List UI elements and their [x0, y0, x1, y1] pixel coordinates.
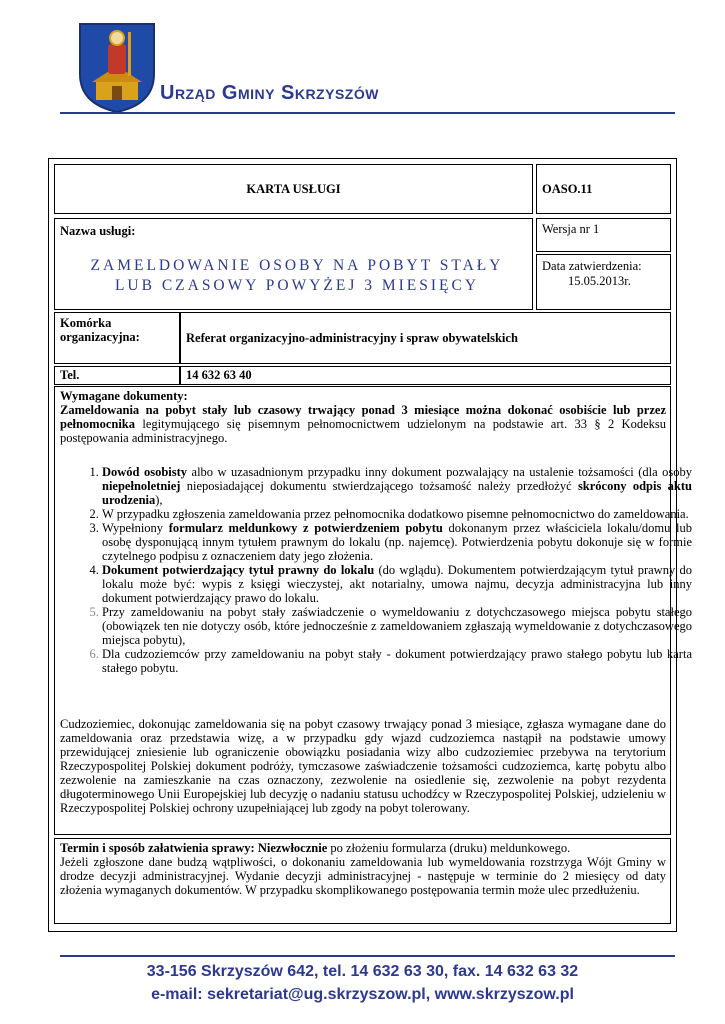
handling-text: Termin i sposób załatwienia sprawy: Niezwłocznie po złożeniu formularza (druku) meldunkowego. Jeżeli zgłoszone dane budzą wątpliwości, o dokonaniu zameldowania lub wymeldowania rozstrzyga Wójt Gminy w drodze decyzji administracyjnej. Wydanie decyzji administracyjnej - następuje w terminie do 2 miesięcy od daty złożenia wymaganych dokumentów. W przypadku skomplikowanego postępowania termin może ulec przedłużeniu. [60, 841, 666, 897]
unit-label: Komórka organizacyjna: [60, 316, 140, 344]
office-name: Urząd Gminy Skrzyszów [160, 82, 379, 104]
handling-body: Jeżeli zgłoszone dane budzą wątpliwości, o dokonaniu zameldowania lub wymeldowania rozstrzyga Wójt Gminy w drodze decyzji administracyjnej. Wydanie decyzji administracyjnej - następuje w terminie do 2 miesięcy od daty złożenia wymaganych dokumentów. W przypadku skomplikowanego postępowania termin może ulec przedłużeniu. [60, 855, 666, 897]
approval-date: 15.05.2013r. [568, 274, 631, 288]
service-label: Nazwa usługi: [60, 224, 136, 238]
tel-value-box [180, 366, 671, 385]
tel-label: Tel. [60, 368, 80, 382]
footer-divider [60, 955, 675, 957]
list-item: 6. Dla cudzoziemców przy zameldowaniu na pobyt stały - dokument potwierdzający prawo stałego pobytu lub karta stałego pobytu. [102, 647, 692, 675]
documents-heading: Wymagane dokumenty: [60, 389, 188, 403]
service-name-line2: LUB CZASOWY POWYŻEJ 3 MIESIĘCY [114, 277, 480, 294]
list-item: 2. W przypadku zgłoszenia zameldowania przez pełnomocnika dodatkowo pisemne pełnomocnictwo do zameldowania. [102, 507, 692, 521]
tel-value: 14 632 63 40 [186, 368, 252, 382]
approval-label: Data zatwierdzenia: [542, 259, 642, 273]
documents-intro: Zameldowania na pobyt stały lub czasowy trwający ponad 3 miesiące można dokonać osobiście lub przez pełnomocnika legitymującego się pisemnym pełnomocnictwem udzielonym na podstawie art. 33 § 2 Kodeksu postępowania administracyjnego. [60, 403, 666, 445]
card-code: OASO.11 [542, 182, 593, 196]
footer-address: 33-156 Skrzyszów 642, tel. 14 632 63 30, fax. 14 632 63 32 [146, 963, 579, 980]
required-documents-list [78, 465, 692, 675]
coat-of-arms-icon [78, 22, 156, 114]
unit-value: Referat organizacyjno-administracyjny i spraw obywatelskich [186, 331, 518, 345]
list-item: 1. Dowód osobisty albo w uzasadnionym przypadku inny dokument pozwalający na ustalenie tożsamości (dla osoby niepełnoletniej nieposiadającej dokumentu stwierdzającego tożsamość należy przedłożyć skrócony odpis aktu urodzenia), [102, 465, 692, 507]
service-name [62, 256, 532, 296]
version: Wersja nr 1 [542, 222, 600, 236]
list-item: 3. Wypełniony formularz meldunkowy z potwierdzeniem pobytu dokonanym przez właściciela lokalu/domu lub osobę dysponującą innym tytułem prawnym do lokalu (np. najemcę). Potwierdzenia pobytu dokonuje się w formie czytelnego podpisu z oznaczeniem daty jego złożenia. [102, 521, 692, 563]
foreigners-paragraph: Cudzoziemiec, dokonując zameldowania się na pobyt czasowy trwający ponad 3 miesiące, zgłasza wymagane dane do zameldowania oraz przedstawia wizę, a w przypadku gdy wjazd cudzoziemca nastąpił na podstawie umowy przewidującej zniesienie lub ograniczenie obowiązku posiadania wizy albo cudzoziemiec przebywa na terytorium Rzeczypospolitej Polskiej dokument podróży, tymczasowe zaświadczenie tożsamości cudzoziemca, kartę pobytu albo zezwolenie na zamieszkanie na czas oznaczony, zezwolenie na osiedlenie się, zezwolenie na pobyt rezydenta długoterminowego Unii Europejskiej lub decyzję o nadaniu statusu uchodźcy w Rzeczypospolitej Polskiej, udzieleniu w Rzeczypospolitej Polskiej ochrony uzupełniającej lub zgody na pobyt tolerowany. [60, 717, 666, 815]
footer-contact: e-mail: sekretariat@ug.skrzyszow.pl, www.skrzyszow.pl [151, 986, 574, 1003]
service-name-line1: ZAMELDOWANIE OSOBY NA POBYT STAŁY [90, 257, 504, 274]
card-title: KARTA USŁUGI [246, 182, 341, 196]
list-item: 5. Przy zameldowaniu na pobyt stały zaświadczenie o wymeldowaniu z dotychczasowego miejsca pobytu stałego (obowiązek ten nie dotyczy osób, które jednocześnie z zameldowaniem zgłaszają wymeldowanie z dotychczasowego miejsca pobytu), [102, 605, 692, 647]
header-divider [60, 112, 675, 114]
list-item: 4. Dokument potwierdzający tytuł prawny do lokalu (do wglądu). Dokumentem potwierdzającym tytuł prawny do lokalu może być: wypis z księgi wieczystej, akt notarialny, umowa najmu, decyzja administracyjna lub inny dokument potwierdzający prawo do lokalu. [102, 563, 692, 605]
